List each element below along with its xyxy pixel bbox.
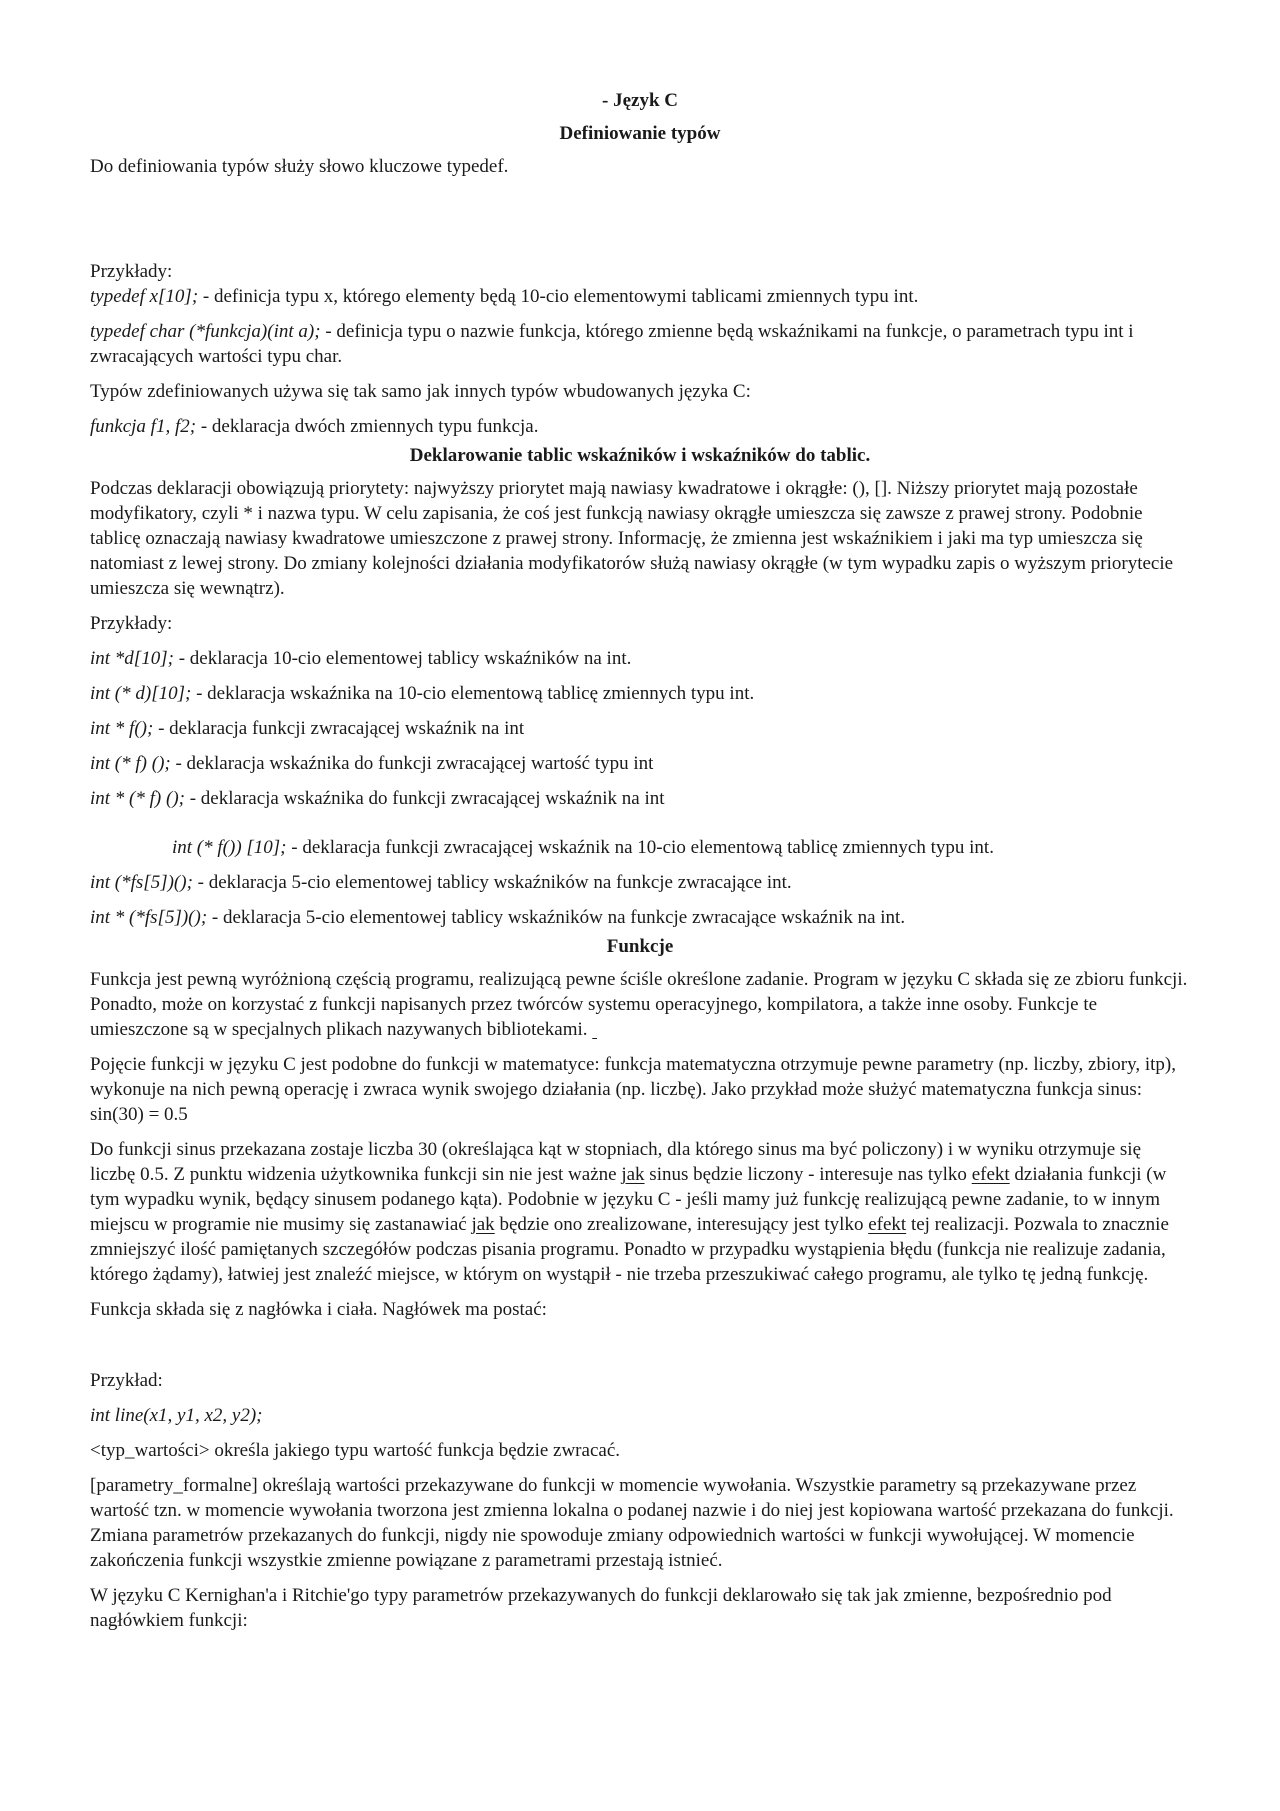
functions-example-code bbox=[90, 1403, 1190, 1428]
example-description: - deklaracja wskaźnika do funkcji zwracającej wskaźnik na int bbox=[184, 788, 665, 809]
functions-paragraph-7: W języku C Kernighan'a i Ritchie'go typy parametrów przekazywanych do funkcji deklarowało się tak jak zmienne, bezpośrednio pod nagłówkiem funkcji: bbox=[90, 1585, 1112, 1631]
tables-examples-label: Przykłady: bbox=[90, 613, 173, 634]
example-description: - deklaracja wskaźnika do funkcji zwracającej wartość typu int bbox=[170, 753, 654, 774]
typedef-examples-label: Przykłady: bbox=[90, 261, 173, 282]
paragraph-text: będzie ono zrealizowane, interesujący jest tylko bbox=[494, 1214, 869, 1235]
code-snippet: int line(x1, y1, x2, y2); bbox=[90, 1405, 263, 1426]
functions-paragraph-4: Funkcja składa się z nagłówka i ciała. Nagłówek ma postać: bbox=[90, 1299, 547, 1320]
underline-mark bbox=[592, 1019, 597, 1040]
underlined-word: efekt bbox=[971, 1164, 1010, 1185]
table-example bbox=[90, 751, 1190, 776]
code-snippet: int * f(); bbox=[90, 718, 154, 739]
document-heading: - Język C bbox=[602, 90, 678, 111]
code-snippet: funkcja f1, f2; bbox=[90, 416, 197, 437]
functions-example-label: Przykład: bbox=[90, 1370, 163, 1391]
example-description: - deklaracja 5-cio elementowej tablicy wskaźników na funkcje zwracające wskaźnik na int. bbox=[207, 907, 906, 928]
table-example bbox=[90, 835, 1190, 860]
tables-paragraph: Podczas deklaracji obowiązują priorytety: najwyższy priorytet mają nawiasy kwadratowe i okrągłe: (), []. Niższy priorytet mają pozostałe modyfikatory, czyli * i nazwa typu. W celu zapisania, że coś jest funkcją nawiasy okrągłe umieszcza się zawsze z prawej strony. Podobnie tablicę oznaczają nawiasy kwadratowe umieszczone z prawej strony. Informację, że zmienna jest wskaźnikiem i jaki ma typ umieszcza się natomiast z lewej strony. Do zmiany kolejności działania modyfikatorów służą nawiasy okrągłe (w tym wypadku zapis o wyższym priorytecie umieszcza się wewnątrz). bbox=[90, 478, 1174, 599]
document-page bbox=[90, 88, 1190, 1643]
paragraph-text: tej realizacji. Pozwala to znacznie zmniejszyć ilość pamiętanych szczegółów podczas pisania programu. Ponadto w przypadku wystąpienia błędu (funkcja nie realizuje zadania, którego żądamy), łatwiej jest znaleźć miejsce, w którym on wystąpił - nie trzeba przeszukiwać całego programu, ale tylko tę jedną funkcję. bbox=[90, 1214, 1169, 1285]
code-snippet: int * (*fs[5])(); bbox=[90, 907, 208, 928]
code-snippet: int * (* f) (); bbox=[90, 788, 185, 809]
table-example bbox=[90, 786, 1190, 811]
functions-paragraph-1 bbox=[90, 967, 1190, 1042]
example-description: - definicja typu x, którego elementy będą 10-cio elementowymi tablicami zmiennych typu int. bbox=[198, 286, 919, 307]
code-snippet: int (* f) (); bbox=[90, 753, 171, 774]
code-snippet: typedef char (*funkcja)(int a); bbox=[90, 321, 321, 342]
example-description: - deklaracja 5-cio elementowej tablicy wskaźników na funkcje zwracające int. bbox=[192, 872, 792, 893]
functions-paragraph-6: [parametry_formalne] określają wartości przekazywane do funkcji w momencie wywołania. Wszystkie parametry są przekazywane przez wartość tzn. w momencie wywołania tworzona jest zmienna lokalna o podanej nazwie i do niej jest kopiowana wartość przekazana do funkcji. Zmiana parametrów przekazanych do funkcji, nigdy nie spowoduje zmiany odpowiednich wartości w funkcji wywołującej. W momencie zakończenia funkcji wszystkie zmienne powiązane z parametrami przestają istnieć. bbox=[90, 1475, 1174, 1571]
paragraph-text: Funkcja jest pewną wyróżnioną częścią programu, realizującą pewne ściśle określone zadanie. Program w języku C składa się ze zbioru funkcji. Ponadto, może on korzystać z funkcji napisanych przez twórców systemu operacyjnego, kompilatora, a także inne osoby. Funkcje te umieszczone są w specjalnych plikach nazywanych bibliotekami. bbox=[90, 969, 1188, 1040]
section-title-tables: Deklarowanie tablic wskaźników i wskaźników do tablic. bbox=[409, 445, 871, 466]
underlined-word: jak bbox=[621, 1164, 645, 1185]
table-example bbox=[90, 646, 1190, 671]
code-snippet: typedef x[10]; bbox=[90, 286, 199, 307]
section-title-typedef: Definiowanie typów bbox=[559, 123, 721, 144]
paragraph-text: działania funkcji (w tym wypadku wynik, będący sinusem podanego kąta). Podobnie w języku C - jeśli mamy już funkcję realizującą pewne zadanie, to w innym miejscu w programie nie musimy się zastanawiać bbox=[90, 1164, 1167, 1235]
table-example bbox=[90, 905, 1190, 930]
example-description: - deklaracja funkcji zwracającej wskaźnik na 10-cio elementową tablicę zmiennych typu int. bbox=[286, 837, 994, 858]
table-example bbox=[90, 870, 1190, 895]
code-snippet: int *d[10]; bbox=[90, 648, 174, 669]
functions-paragraph-3 bbox=[90, 1137, 1190, 1287]
table-example bbox=[90, 681, 1190, 706]
table-example bbox=[90, 716, 1190, 741]
example-description: - deklaracja 10-cio elementowej tablicy wskaźników na int. bbox=[173, 648, 632, 669]
code-snippet: int (* f()) [10]; bbox=[172, 837, 287, 858]
paragraph-text: sinus będzie liczony - interesuje nas tylko bbox=[644, 1164, 972, 1185]
code-snippet: int (* d)[10]; bbox=[90, 683, 192, 704]
typedef-example-2 bbox=[90, 319, 1190, 369]
typedef-example-3 bbox=[90, 414, 1190, 439]
section-title-functions: Funkcje bbox=[606, 936, 674, 957]
example-description: - deklaracja wskaźnika na 10-cio elementową tablicę zmiennych typu int. bbox=[191, 683, 755, 704]
example-description: - deklaracja funkcji zwracającej wskaźnik na int bbox=[153, 718, 525, 739]
paragraph-text: Do funkcji sinus przekazana zostaje liczba 30 (określająca kąt w stopniach, dla którego sinus ma być policzony) i w wyniku otrzymuje się liczbę 0.5. Z punktu widzenia użytkownika funkcji sin nie jest ważne bbox=[90, 1139, 1142, 1185]
underlined-word: efekt bbox=[868, 1214, 907, 1235]
functions-paragraph-2: Pojęcie funkcji w języku C jest podobne do funkcji w matematyce: funkcja matematyczna otrzymuje pewne parametry (np. liczby, zbiory, itp), wykonuje na nich pewną operację i zwraca wynik swojego działania (np. liczbę). Jako przykład może służyć matematyczna funkcja sinus: sin(30) = 0.5 bbox=[90, 1054, 1176, 1125]
underlined-word: jak bbox=[471, 1214, 495, 1235]
typedef-example-1 bbox=[90, 284, 1190, 309]
typedef-usage: Typów zdefiniowanych używa się tak samo jak innych typów wbudowanych języka C: bbox=[90, 381, 751, 402]
example-description: - deklaracja dwóch zmiennych typu funkcja. bbox=[196, 416, 539, 437]
example-description: - definicja typu o nazwie funkcja, którego zmienne będą wskaźnikami na funkcje, o parametrach typu int i zwracających wartości typu char. bbox=[90, 321, 1134, 367]
functions-paragraph-5: <typ_wartości> określa jakiego typu wartość funkcja będzie zwracać. bbox=[90, 1440, 620, 1461]
typedef-intro: Do definiowania typów służy słowo kluczowe typedef. bbox=[90, 156, 509, 177]
code-snippet: int (*fs[5])(); bbox=[90, 872, 193, 893]
